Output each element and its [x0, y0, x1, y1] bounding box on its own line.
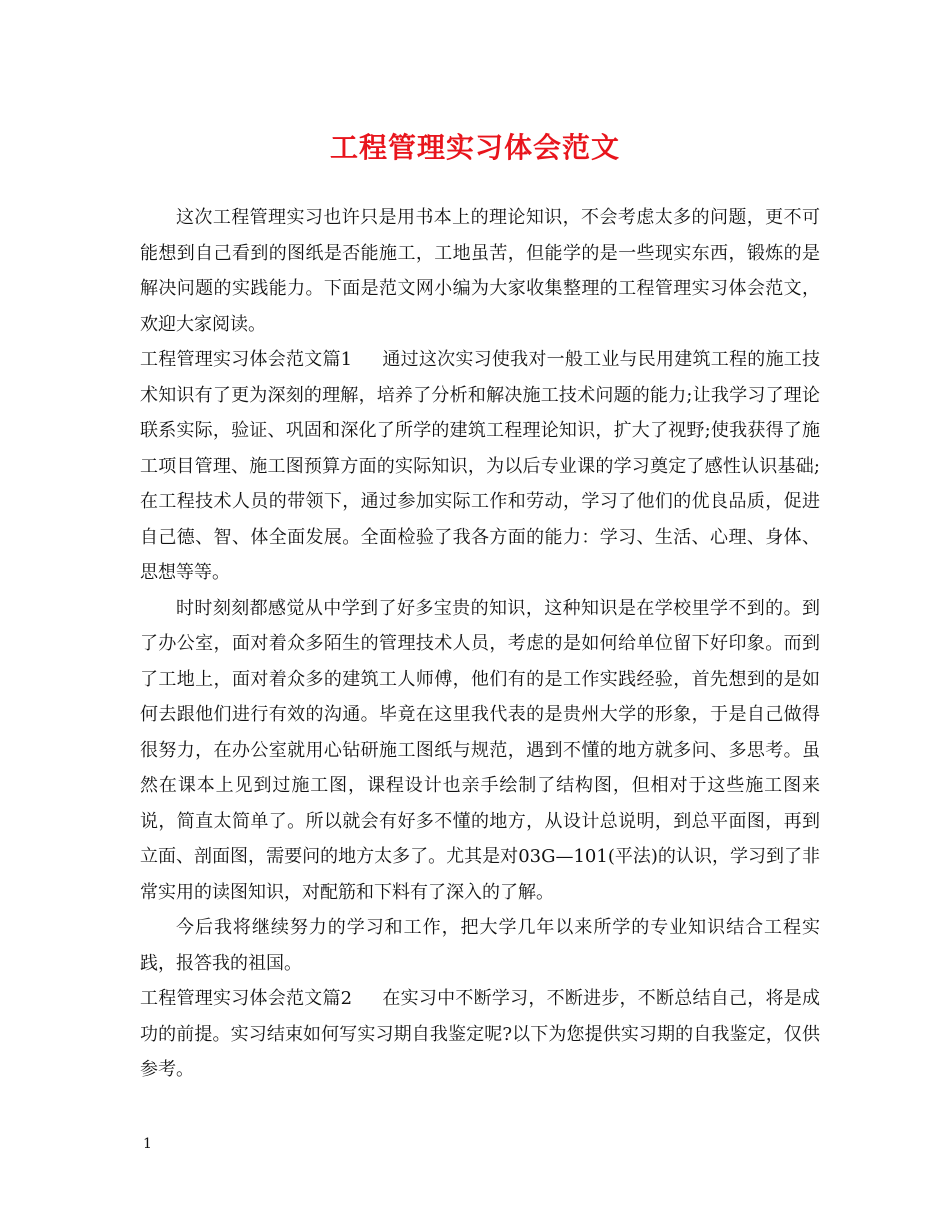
document-title: 工程管理实习体会范文: [329, 131, 620, 164]
page-number: 1: [143, 1136, 152, 1152]
paragraph-conclusion: 今后我将继续努力的学习和工作，把大学几年以来所学的专业知识结合工程实践，报答我的祖国。: [140, 917, 820, 974]
paragraph-experience: 时时刻刻都感觉从中学到了好多宝贵的知识，这种知识是在学校里学不到的。到了办公室，面对着众多陌生的管理技术人员，考虑的是如何给单位留下好印象。而到了工地上，面对着众多的建筑工人师傅，他们有的是工作实践经验，首先想到的是如何去跟他们进行有效的沟通。毕竟在这里我代表的是贵州大学的形象，于是自己做得很努力，在办公室就用心钻研施工图纸与规范，遇到不懂的地方就多问、多思考。虽然在课本上见到过施工图，课程设计也亲手绘制了结构图，但相对于这些施工图来说，简直太简单了。所以就会有好多不懂的地方，从设计总说明，到总平面图，再到立面、剖面图，需要问的地方太多了。尤其是对03G—101(平法)的认识，学习到了非常实用的读图知识，对配筋和下料有了深入的了解。: [140, 597, 820, 903]
paragraph-section-2: [140, 981, 820, 1088]
paragraph-section-1: [140, 342, 820, 591]
section-2-text: 在实习中不断学习，不断进步，不断总结自己，将是成功的前提。实习结束如何写实习期自我鉴定呢?以下为您提供实习期的自我鉴定，仅供参考。: [140, 988, 820, 1080]
section-1-text: 通过这次实习使我对一般工业与民用建筑工程的施工技术知识有了更为深刻的理解，培养了分析和解决施工技术问题的能力;让我学习了理论联系实际，验证、巩固和深化了所学的建筑工程理论知识，扩大了视野;使我获得了施工项目管理、施工图预算方面的实际知识，为以后专业课的学习奠定了感性认识基础;在工程技术人员的带领下，通过参加实际工作和劳动，学习了他们的优良品质，促进自己德、智、体全面发展。全面检验了我各方面的能力：学习、生活、心理、身体、思想等等。: [140, 349, 820, 583]
document-body: [140, 200, 820, 1088]
section-1-label: 工程管理实习体会范文篇1: [140, 349, 353, 370]
section-2-label: 工程管理实习体会范文篇2: [140, 988, 353, 1009]
paragraph-intro: 这次工程管理实习也许只是用书本上的理论知识，不会考虑太多的问题，更不可能想到自己看到的图纸是否能施工，工地虽苦，但能学的是一些现实东西，锻炼的是解决问题的实践能力。下面是范文网小编为大家收集整理的工程管理实习体会范文，欢迎大家阅读。: [140, 207, 820, 335]
